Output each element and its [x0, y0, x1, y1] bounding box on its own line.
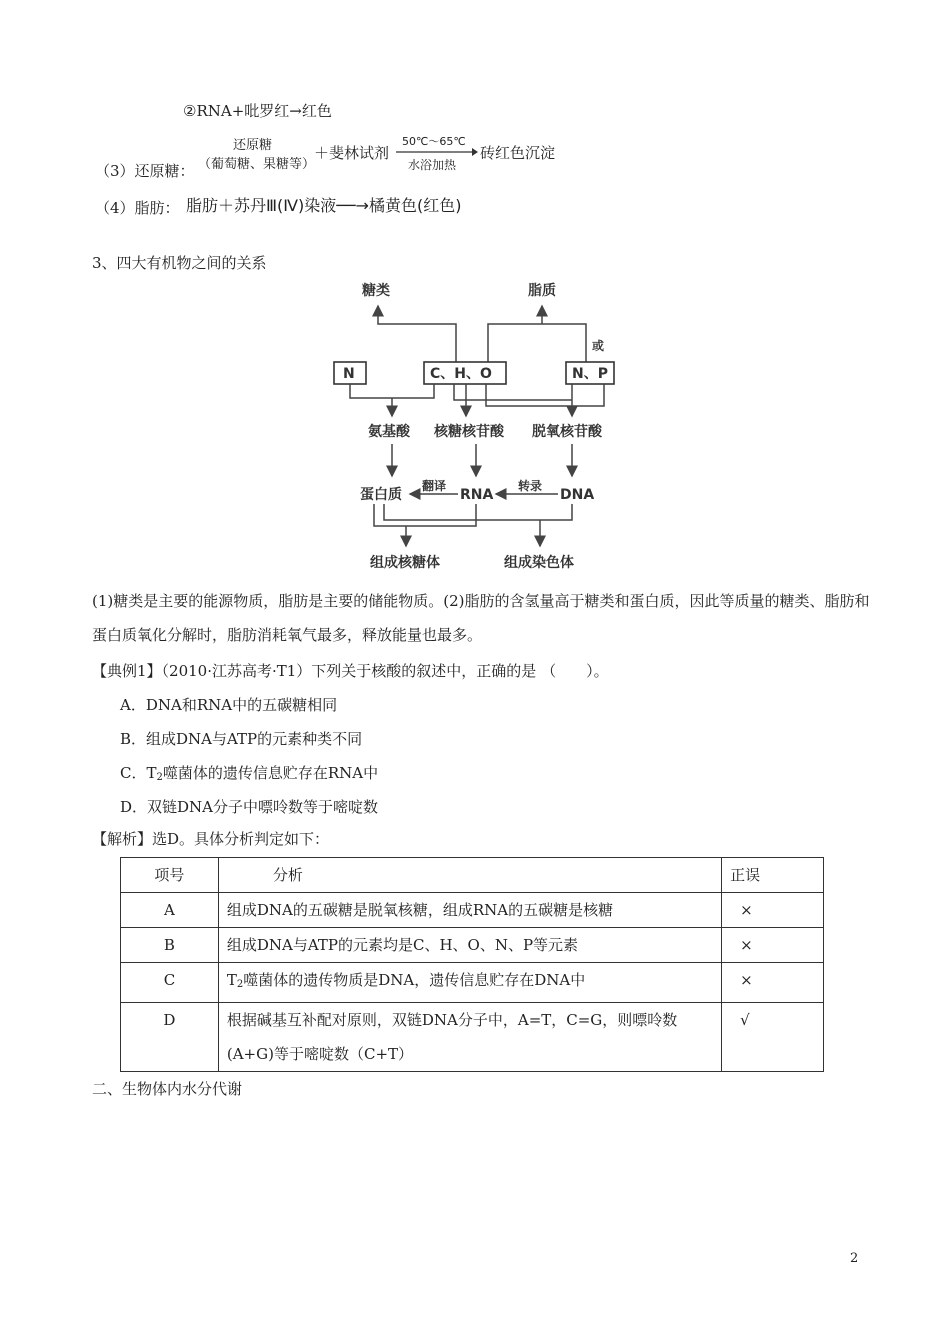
section3-heading: 3、四大有机物之间的关系	[92, 254, 267, 272]
table-row: B 组成DNA与ATP的元素均是C、H、O、N、P等元素 ×	[121, 928, 824, 963]
or-label: 或	[592, 339, 605, 353]
amino-acid-label: 氨基酸	[368, 424, 410, 440]
option-d: D．双链DNA分子中嘌呤数等于嘧啶数	[120, 798, 379, 816]
header-item: 项号	[121, 858, 219, 893]
organic-matter-diagram	[326, 276, 626, 576]
table-row: A 组成DNA的五碳糖是脱氧核糖，组成RNA的五碳糖是核糖 ×	[121, 893, 824, 928]
summary-paragraph: (1)糖类是主要的能源物质，脂肪是主要的储能物质。(2)脂肪的含氢量高于糖类和蛋白质，因此等质量的糖类、脂肪和蛋白质氧化分解时，脂肪消耗氧气最多，释放能量也最多。	[92, 592, 870, 644]
section2-heading: 二、生物体内水分代谢	[92, 1080, 243, 1098]
analysis-intro: 【解析】选D。具体分析判定如下：	[92, 830, 330, 848]
np-box: N、P	[572, 366, 608, 382]
sugar-label: 糖类	[362, 283, 390, 299]
analysis-table	[120, 857, 824, 1072]
example-question: 【典例1】（2010·江苏高考·T1）下列关于核酸的叙述中，正确的是 （ ）。	[92, 662, 609, 680]
chromosome-label: 组成染色体	[504, 555, 574, 571]
reaction-arrow	[396, 148, 478, 156]
table-row: C $T_2$噬菌体的遗传物质是DNA，遗传信息贮存在DNA中 ×	[121, 963, 824, 1003]
fat-test-label: （4）脂肪：	[95, 199, 180, 217]
transcription-label: 转录	[518, 479, 543, 493]
header-mark: 正误	[722, 858, 824, 893]
brick-red-precipitate: 砖红色沉淀	[480, 144, 556, 162]
option-c: C．$T_2$噬菌体的遗传信息贮存在RNA中	[120, 764, 379, 783]
translation-label: 翻译	[422, 479, 447, 493]
deoxyribonucleotide-label: 脱氧核苷酸	[532, 424, 602, 440]
reducing-sugar-label: （3）还原糖：	[95, 162, 195, 180]
water-bath: 水浴加热	[408, 158, 457, 172]
reaction-temperature: 50℃～65℃	[402, 135, 466, 148]
ribonucleotide-label: 核糖核苷酸	[434, 424, 504, 440]
fehling-reagent: ＋斐林试剂	[314, 144, 390, 162]
cho-box: C、H、O	[430, 366, 492, 382]
table-header-row	[121, 858, 824, 893]
ribosome-label: 组成核糖体	[370, 555, 440, 571]
lipid-label: 脂质	[528, 283, 556, 299]
rna-test-line: ②RNA+吡罗红→红色	[183, 102, 332, 120]
dna-label: DNA	[560, 487, 595, 503]
fat-test-formula: 脂肪＋苏丹Ⅲ(Ⅳ)染液──→橘黄色(红色)	[186, 196, 462, 215]
table-row: D 根据碱基互补配对原则，双链DNA分子中，A=T，C=G，则嘌呤数(A+G)等于嘧啶数（C+T） √	[121, 1003, 824, 1072]
protein-label: 蛋白质	[360, 487, 402, 503]
reducing-sugar-bottom: （葡萄糖、果糖等）	[198, 157, 316, 172]
reducing-sugar-top: 还原糖	[233, 138, 273, 153]
option-b: B．组成DNA与ATP的元素种类不同	[120, 730, 363, 748]
n-box: N	[343, 366, 355, 382]
header-analysis: 分析	[218, 858, 721, 893]
rna-label: RNA	[460, 487, 494, 503]
option-a: A．DNA和RNA中的五碳糖相同	[120, 696, 338, 714]
page-number: 2	[850, 1251, 859, 1266]
